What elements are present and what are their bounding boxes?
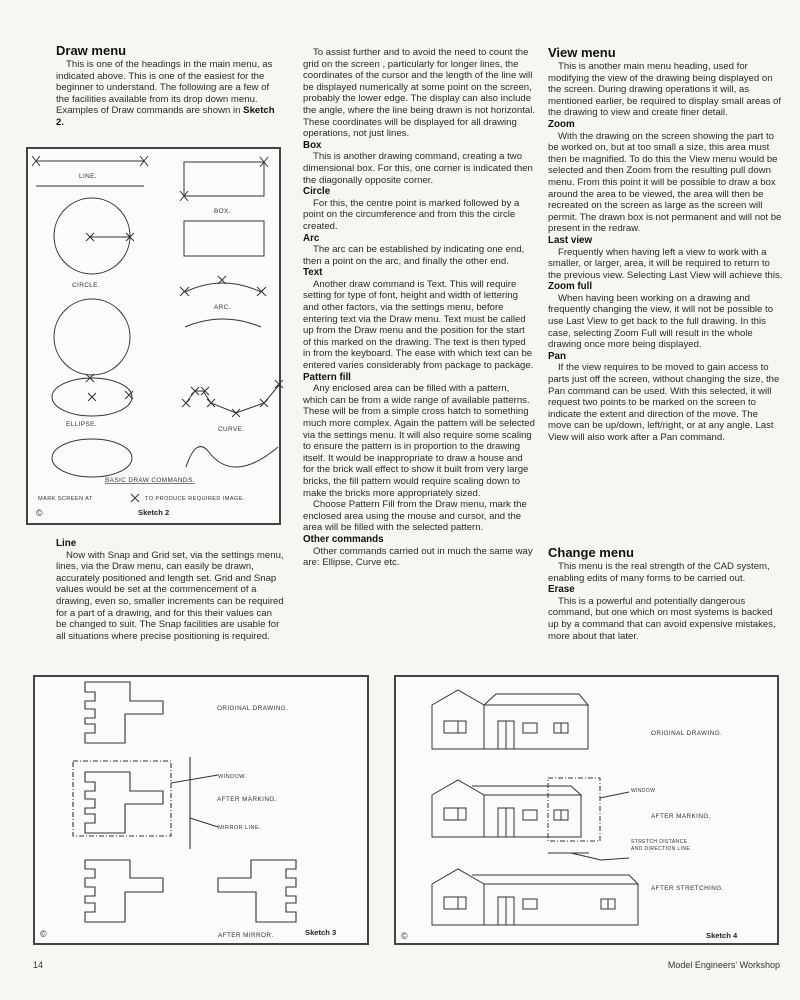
- heading-pan: Pan: [548, 350, 566, 362]
- heading-view-menu: View menu: [548, 45, 616, 60]
- column-1-top: [56, 43, 284, 129]
- label-box: BOX.: [214, 208, 231, 215]
- arc-text: The arc can be established by indicating one end, then a point on the arc, and finally the other end.: [303, 244, 525, 267]
- heading-draw-menu: Draw menu: [56, 43, 127, 58]
- sketch3-caption: Sketch 3: [305, 928, 337, 937]
- stretch-command-diagram: [396, 677, 781, 947]
- label-original-drawing: ORIGINAL DRAWING.: [217, 705, 289, 712]
- column-3-change: [548, 545, 784, 642]
- heading-circle: Circle: [303, 186, 331, 198]
- label-curve: CURVE.: [218, 426, 245, 433]
- label-after-marking: AFTER MARKING.: [651, 813, 711, 820]
- pattern-fill-text-2: Choose Pattern Fill from the Draw menu, mark the enclosed area using the mouse and cursor, and the area will be filled with the selected pattern.: [303, 499, 527, 534]
- column-2: [303, 47, 535, 569]
- label-stretch-distance: STRETCH DISTANCE: [631, 839, 688, 845]
- label-direction-line: AND DIRECTION LINE.: [631, 846, 692, 852]
- zoom-text: With the drawing on the screen showing the part to be worked on, but at too small a size, this area must then be magnified. To do this the View menu would be selected and then Zoom from the resulting pull down menu. From this point it will be possible to draw a box around the area to be viewed, the area will then be recreated on the screen as large as the screen will permit. The drawn box is not permanent and will not be present in the redraw.: [548, 130, 782, 235]
- other-commands-text: Other commands carried out in much the same way are: Ellipse, Curve etc.: [303, 545, 533, 569]
- draw-menu-intro: This is one of the headings in the main menu, as indicated above. This is one of the easiest for the beginner to understand. The following are a few of the facilities available from its drop down menu. Examples of Draw commands are shown in Sketch 2.: [56, 59, 275, 128]
- label-ellipse: ELLIPSE.: [66, 421, 97, 428]
- heading-pattern-fill: Pattern fill: [303, 371, 351, 383]
- heading-change-menu: Change menu: [548, 545, 634, 560]
- coordinates-text: To assist further and to avoid the need to count the grid on the screen , particularly for longer lines, the coordinates of the cursor and the length of the line will be displayed numerically at some point on the screen, probably the lower edge. The display can also include the angle, where the line being drawn is not horizontal. These coordinates will be displayed for all drawing operations, not just lines.: [303, 47, 535, 140]
- sketch-3-figure: [33, 675, 369, 945]
- heading-text: Text: [303, 267, 323, 279]
- label-window: WINDOW.: [218, 774, 247, 780]
- heading-line: Line: [56, 538, 77, 549]
- copyright-icon: ©: [401, 931, 409, 941]
- copyright-icon: ©: [40, 929, 48, 939]
- publication-name: Model Engineers' Workshop: [667, 960, 780, 970]
- erase-text: This is a powerful and potentially dangerous command, but one which on most systems is backed up by a command that can avoid expensive mistakes, more about that later.: [548, 595, 776, 642]
- label-window: WINDOW: [631, 788, 656, 794]
- change-menu-intro: This menu is the real strength of the CAD system, enabling edits of many forms to be carried out.: [548, 561, 770, 584]
- sketch2-caption: Sketch 2: [138, 508, 170, 517]
- zoom-full-text: When having been working on a drawing and frequently changing the view, it will not be possible to use Last View to get back to the full drawing. In this case, selecting Zoom Full will result in the whole drawing once more being displayed.: [548, 292, 774, 351]
- heading-box: Box: [303, 139, 322, 151]
- heading-zoom: Zoom: [548, 118, 575, 130]
- heading-other-commands: Other commands: [303, 533, 384, 545]
- circle-text: For this, the centre point is marked followed by a point on the circumference and from this the circle created.: [303, 197, 520, 232]
- last-view-text: Frequently when having left a view to work with a smaller, or larger, area, it will be required to return to the previous view. Selecting Last View will achieve this.: [548, 246, 783, 281]
- heading-erase: Erase: [548, 584, 575, 596]
- basic-draw-commands-diagram: [28, 149, 283, 527]
- line-text: Now with Snap and Grid set, via the settings menu, lines, via the Draw menu, can easily be drawn, accurately positioned and length set. Grid and Snap values would be set at the commencement of a drawing, even so, smaller increments can be required for a part of a drawing, and for this their values can be changed to suit. The Snap facilities are usable for all situations where precise positioning is required.: [56, 549, 284, 642]
- copyright-icon: ©: [36, 508, 44, 518]
- text-command-text: Another draw command is Text. This will require setting for type of font, height and width of lettering and other factors, via the settings menu, before entering text via the Draw menu. Text must be called up from the Draw menu and the position for the start of this marked on the drawing. The text is then typed in from the keyboard. The ease with which text can be entered varies considerably from package to package.: [303, 278, 534, 372]
- label-after-mirror: AFTER MIRROR.: [218, 932, 274, 939]
- sketch2-note-post: TO PRODUCE REQUIRED IMAGE.: [145, 496, 245, 502]
- box-text: This is another drawing command, creating a two dimensional box. For this, one corner is indicated then the diagonally opposite corner.: [303, 151, 533, 186]
- label-after-stretching: AFTER STRETCHING.: [651, 885, 724, 892]
- label-after-marking: AFTER MARKING.: [217, 796, 277, 803]
- mirror-command-diagram: [35, 677, 371, 947]
- sketch2-note-pre: MARK SCREEN AT: [38, 496, 93, 502]
- label-circle: CIRCLE.: [72, 282, 101, 289]
- sketch-2-figure: [26, 147, 281, 525]
- label-arc: ARC.: [214, 304, 231, 311]
- label-line: LINE.: [79, 173, 97, 180]
- pattern-fill-text: Any enclosed area can be filled with a pattern, which can be from a wide range of available patterns. These will be from a simple cross hatch to something much more complex. Again the pattern will be selected via the settings menu. It will also require some scaling to ensure the pattern is in proportion to the drawing itself. It would be inappropriate to draw a house and for the brick wall effect to show it built from very large bricks, the fill pattern would require scaling down to make the bricks more appropriately sized.: [303, 383, 535, 499]
- pan-text: If the view requires to be moved to gain access to parts just off the screen, without changing the size, the Pan command can be used. With this selected, it will request two points to be marked on the screen to indicate the extent and direction of the move. The move can be up/down, left/right, or at any angle. Last View will also work after a Pan command.: [548, 362, 780, 443]
- sketch2-title: BASIC DRAW COMMANDS.: [105, 477, 195, 484]
- label-original-drawing: ORIGINAL DRAWING.: [651, 730, 723, 737]
- sketch-ref: Sketch 2.: [56, 105, 275, 128]
- view-menu-intro: This is another main menu heading, used for modifying the view of the drawing being displayed on the screen. During drawing operations it will, as mentioned earlier, be required to display small areas of the drawing to view and create finer detail.: [548, 61, 782, 119]
- sketch-4-figure: [394, 675, 779, 945]
- column-1-bottom: [56, 538, 284, 642]
- page-number: 14: [33, 960, 44, 970]
- heading-last-view: Last view: [548, 234, 593, 246]
- heading-arc: Arc: [303, 232, 320, 244]
- heading-zoom-full: Zoom full: [548, 281, 593, 293]
- sketch4-caption: Sketch 4: [706, 931, 738, 940]
- column-3: [548, 45, 784, 444]
- label-mirror-line: MIRROR LINE.: [218, 825, 262, 831]
